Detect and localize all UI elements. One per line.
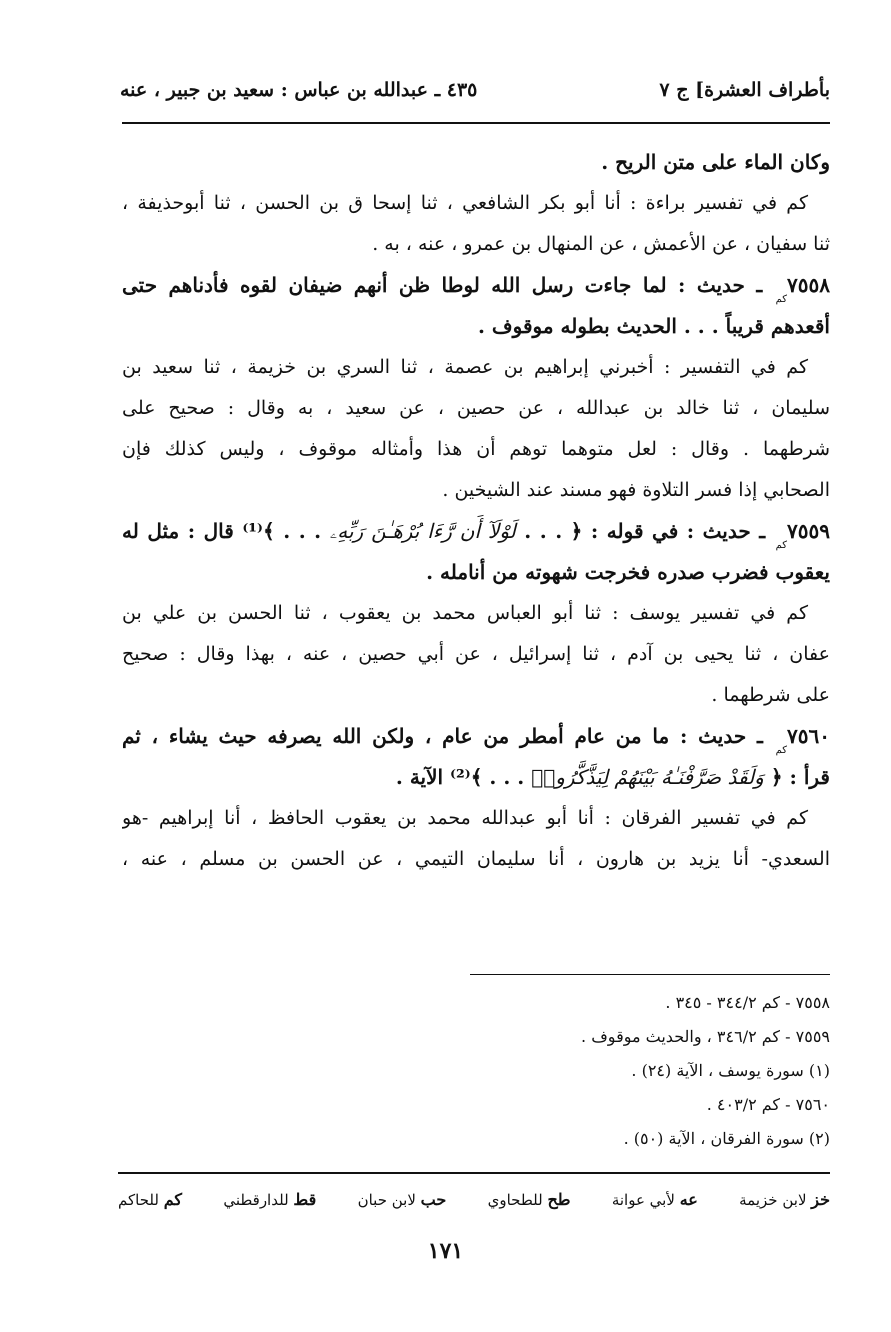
abbrev-code: حب <box>420 1189 447 1209</box>
hadith-7558-heading <box>122 265 830 306</box>
text-line: الصحابي إذا فسر التلاوة فهو مسند عند الشيخين . <box>442 479 830 501</box>
quran-quote: وَلَقَدْ صَرَّفْنَـٰهُ بَيْنَهُمْ لِيَذَّكَّرُوا۟ <box>531 765 764 789</box>
footnote: ٧٥٥٩ - كم ٣٤٦/٢ ، والحديث موقوف . <box>581 1027 830 1046</box>
abbrev-code: عه <box>679 1189 698 1209</box>
text-line: سليمان ، ثنا خالد بن عبدالله ، عن حصين ، عن سعيد ، به وقال : صحيح على <box>122 397 830 419</box>
abbrev-item <box>739 1190 830 1209</box>
footnotes <box>300 986 830 1156</box>
abbrev-item <box>612 1190 698 1209</box>
abbrev-label: للطحاوي <box>487 1190 543 1209</box>
source-mark: كم <box>775 745 788 756</box>
main-text <box>122 142 830 880</box>
quran-quote: لَوْلَآ أَن رَّءَا بُرْهَـٰنَ رَبِّهِۦ <box>329 519 516 543</box>
header-book-title: بأطراف العشرة] ج ٧ <box>659 79 830 101</box>
abbrev-code: كم <box>163 1189 182 1209</box>
hadith-text: ـ حديث : لما جاءت رسل الله لوطا ظن أنهم ضيفان لقوه فأدناهم حتى <box>122 273 763 297</box>
footnote-rule <box>470 974 830 975</box>
hadith-number: ٧٥٥٩ <box>787 519 830 543</box>
text-line: كم في تفسير يوسف : ثنا أبو العباس محمد بن يعقوب ، ثنا الحسن بن علي بن <box>122 602 808 624</box>
header-rule <box>122 122 830 124</box>
abbrev-code: قط <box>293 1189 317 1209</box>
source-mark: كم <box>775 540 788 551</box>
footer-rule <box>118 1172 830 1174</box>
footnote: (٢) سورة الفرقان ، الآية (٥٠) . <box>623 1129 830 1148</box>
text-line: أقعدهم قريباً . . . الحديث بطوله موقوف . <box>477 314 830 338</box>
hadith-text: . . . ﴾⁽¹⁾ قال : مثل له <box>122 519 322 543</box>
hadith-number: ٧٥٦٠ <box>787 724 830 748</box>
footnote: ٧٥٦٠ - كم ٤٠٣/٢ . <box>706 1095 830 1114</box>
source-mark: كم <box>775 294 788 305</box>
hadith-text: ـ حديث : في قوله : ﴿ . . . <box>524 519 766 543</box>
text-line: على شرطهما . <box>711 684 830 706</box>
footnote: (١) سورة يوسف ، الآية (٢٤) . <box>631 1061 830 1080</box>
abbrev-item <box>488 1190 571 1209</box>
text-line: ثنا سفيان ، عن الأعمش ، عن المنهال بن عمرو ، عنه ، به . <box>372 233 830 255</box>
hadith-text: ـ حديث : ما من عام أمطر من عام ، ولكن الله يصرفه حيث يشاء ، ثم <box>122 724 763 748</box>
abbrev-label: للحاكم <box>118 1190 159 1209</box>
text-line <box>122 757 830 798</box>
text-line: كم في تفسير الفرقان : أنا أبو عبدالله محمد بن يعقوب الحافظ ، أنا إبراهيم -هو <box>122 807 808 829</box>
text-line: عفان ، ثنا يحيى بن آدم ، ثنا إسرائيل ، عن أبي حصين ، عنه ، بهذا وقال : صحيح <box>122 643 830 665</box>
page-number: ١٧١ <box>427 1238 464 1264</box>
hadith-number: ٧٥٥٨ <box>787 273 830 297</box>
text-line: شرطهما . وقال : لعل متوهما توهم أن هذا وأمثاله موقوف ، وليس كذلك فإن <box>122 438 830 460</box>
text-line: يعقوب فضرب صدره فخرجت شهوته من أنامله . <box>426 560 830 584</box>
abbrev-label: للدارقطني <box>223 1190 289 1209</box>
abbrev-code: خز <box>811 1189 830 1209</box>
hadith-7559-heading <box>122 511 830 552</box>
text-line: كم في تفسير براءة : أنا أبو بكر الشافعي ، ثنا إسحا ق بن الحسن ، ثنا أبوحذيفة ، <box>122 192 808 214</box>
abbrev-label: لابن خزيمة <box>739 1190 807 1209</box>
hadith-7560-heading <box>122 716 830 757</box>
abbreviation-key <box>118 1184 830 1214</box>
abbrev-code: طح <box>547 1189 571 1209</box>
abbrev-item <box>118 1190 182 1209</box>
footnote: ٧٥٥٨ - كم ٣٤٤/٢ - ٣٤٥ . <box>665 993 830 1012</box>
abbrev-item <box>358 1190 447 1209</box>
hadith-text: قرأ : ﴿ <box>770 765 830 789</box>
text-line: السعدي- أنا يزيد بن هارون ، أنا سليمان التيمي ، عن الحسن بن مسلم ، عنه ، <box>122 848 830 870</box>
abbrev-item <box>223 1190 316 1209</box>
text-line: وكان الماء على متن الريح . <box>601 150 830 174</box>
text-line: كم في التفسير : أخبرني إبراهيم بن عصمة ، ثنا السري بن خزيمة ، ثنا سعيد بن <box>122 356 808 378</box>
abbrev-label: لابن حبان <box>357 1190 416 1209</box>
header-section-title: ٤٣٥ ـ عبدالله بن عباس : سعيد بن جبير ، عنه <box>120 79 478 101</box>
abbrev-label: لأبي عوانة <box>611 1190 675 1209</box>
hadith-text: . . . ﴾⁽²⁾ الآية . <box>395 765 525 789</box>
running-header <box>120 70 830 110</box>
